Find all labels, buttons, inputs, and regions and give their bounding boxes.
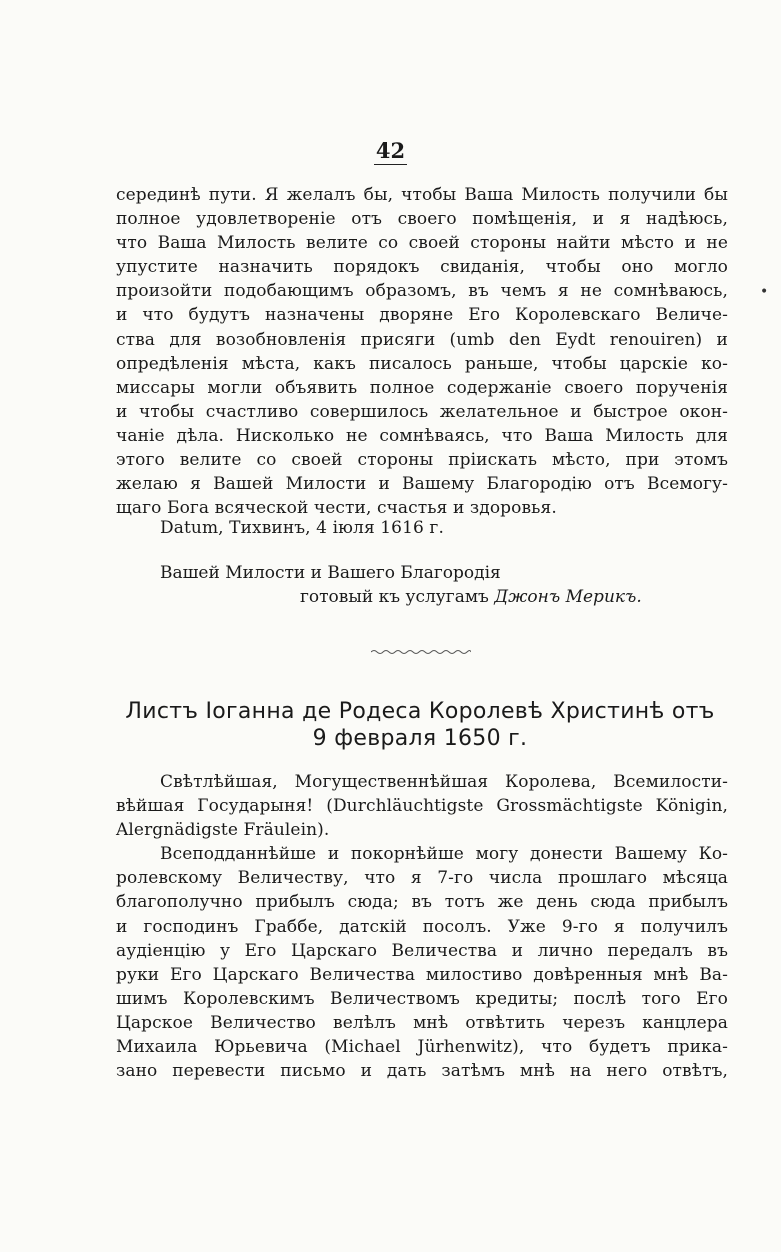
signature-prefix: готовый къ услугамъ xyxy=(300,587,489,607)
text-line: произойти подобающимъ образомъ, въ чемъ я не сомнѣваюсь, xyxy=(116,281,728,302)
text-line: ства для возобновленія присяги (umb den Eydt renouiren) и xyxy=(116,329,728,350)
text-line: желаю я Вашей Милости и Вашему Благородію отъ Всемогу- xyxy=(116,474,728,495)
text-line: миссары могли объявить полное содержаніе своего порученія xyxy=(116,377,728,398)
datum-block xyxy=(116,516,728,540)
page-number-text: 42 xyxy=(375,138,406,163)
text-line: и что будутъ назначены дворяне Его Королевскаго Величе- xyxy=(116,305,728,326)
signature-name: Джонъ Мерикъ. xyxy=(494,587,642,607)
text-line: Михаила Юрьевича (Michael Jürhenwitz), что будетъ прика- xyxy=(116,1037,728,1058)
text-line: что Ваша Милость велите со своей стороны найти мѣсто и не xyxy=(116,233,728,254)
text-line: зано перевести письмо и дать затѣмъ мнѣ на него отвѣтъ, xyxy=(116,1061,728,1082)
text-line: вѣйшая Государыня! (Durchläuchtigste Grossmächtigste Königin, xyxy=(116,796,728,817)
new-letter-text xyxy=(116,770,728,1083)
text-line: Царское Величество велѣлъ мнѣ отвѣтить черезъ канцлера xyxy=(116,1012,728,1033)
margin-mark: • xyxy=(760,284,769,300)
letter-heading xyxy=(100,698,740,752)
text-line: этого велите со своей стороны пріискать мѣсто, при этомъ xyxy=(116,450,728,471)
continued-letter-text xyxy=(116,183,728,520)
text-line: шимъ Королевскимъ Величествомъ кредиты; послѣ того Его xyxy=(116,988,728,1009)
decorative-separator xyxy=(371,648,471,656)
text-line: щаго Бога всяческой чести, счастья и здоровья. xyxy=(116,498,557,519)
text-line: Свѣтлѣйшая, Могущественнѣйшая Королева, Всемилости- xyxy=(160,772,728,792)
text-line: упустите назначить порядокъ свиданія, чтобы оно могло xyxy=(116,257,728,278)
heading-line-2: 9 февраля 1650 г. xyxy=(312,726,528,751)
text-line: Всеподданнѣйше и покорнѣйше могу донести Вашему Ко- xyxy=(160,844,728,865)
signature-line-1: Вашей Милости и Вашего Благородія xyxy=(160,563,501,583)
text-line: серединѣ пути. Я желалъ бы, чтобы Ваша Милость получили бы xyxy=(116,185,728,205)
signature-line-2 xyxy=(300,587,642,607)
datum-line: Datum, Тихвинъ, 4 іюля 1616 г. xyxy=(160,518,444,538)
text-line: благополучно прибылъ сюда; въ тотъ же день сюда прибылъ xyxy=(116,892,728,913)
text-line: Alergnädigste Fräulein). xyxy=(116,820,330,841)
page-number xyxy=(0,138,781,165)
text-line: ролевскому Величеству, что я 7-го числа прошлаго мѣсяца xyxy=(116,868,728,889)
text-line: руки Его Царскаго Величества милостиво довѣренныя мнѣ Ва- xyxy=(116,964,728,985)
text-line: полное удовлетвореніе отъ своего помѣщенія, и я надѣюсь, xyxy=(116,209,728,230)
text-line: чаніе дѣла. Нисколько не сомнѣваясь, что Ваша Милость для xyxy=(116,425,728,446)
text-line: и чтобы счастливо совершилось желательное и быстрое окон- xyxy=(116,401,728,422)
heading-line-1: Листъ Іоганна де Родеса Королевѣ Христинѣ отъ xyxy=(125,699,715,724)
text-line: и господинъ Граббе, датскій посолъ. Уже 9-го я получилъ xyxy=(116,916,728,937)
text-line: аудіенцію у Его Царскаго Величества и лично передалъ въ xyxy=(116,940,728,961)
text-line: опредѣленія мѣста, какъ писалось раньше, чтобы царскіе ко- xyxy=(116,353,728,374)
